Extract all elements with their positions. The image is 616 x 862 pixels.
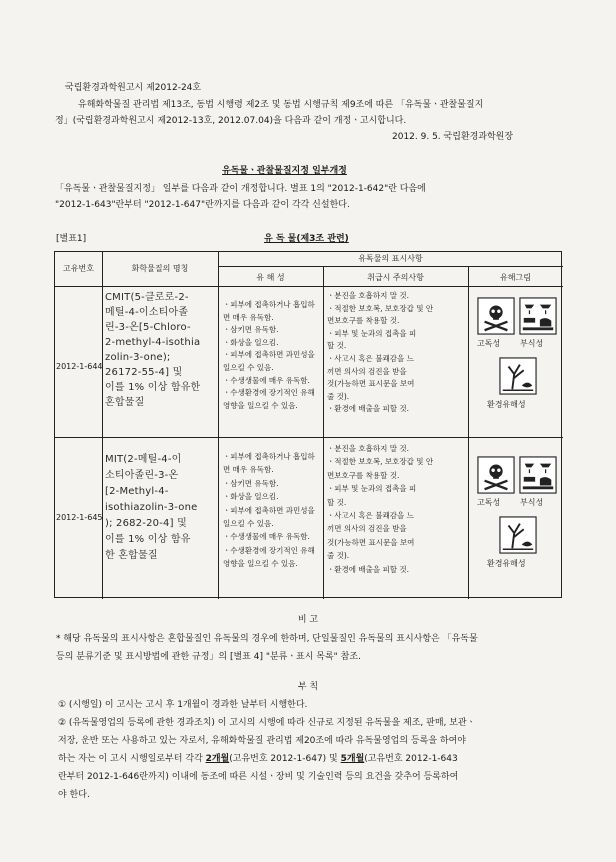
supplementary-heading: 부 칙 [297, 682, 319, 692]
corrosion-icon [519, 297, 557, 335]
header-name: 화학물질의 명칭 [131, 264, 189, 273]
pictogram-label-toxic: 고독성 [477, 498, 501, 507]
row-hazard: ㆍ피부에 접촉하거나 흡입하 면 매우 유독함. ㆍ삼키면 유독함. ㆍ화상을 일으킴. ㆍ피부에 접촉하면 과민성을 일으킬 수 있음. ㆍ수생생물에 매우 유독함. ㆍ수생환경에 장기적인 유해 영향을 일으킬 수 있음. [223, 452, 315, 569]
environment-hazard-icon [499, 357, 537, 395]
table-row [55, 287, 563, 437]
supplementary-item1: ① (시행일) 이 고시는 고시 후 1개월이 경과한 날부터 시행한다. [58, 700, 308, 710]
period-5-months: 5개월 [340, 754, 365, 764]
row-id: 2012-1-645 [56, 513, 103, 522]
supplementary-item2-line5: 야 한다. [58, 790, 90, 800]
notice-body-line2: 정」(국립환경과학원고시 제2012-13호, 2012.07.04)을 다음과 같이 개정ㆍ고시합니다. [55, 116, 407, 126]
header-caution: 취급시 주의사항 [367, 273, 424, 282]
supplementary-item2-line3: 하는 자는 이 고시 시행일로부터 각각 2개월(고유번호 2012-1-647) 및 5개월(고유번호 2012-1-643 [58, 754, 458, 764]
header-hazard: 유 해 성 [256, 273, 285, 282]
environment-hazard-icon [499, 516, 537, 554]
notice-body-line1: 유해화학물질 관리법 제13조, 동법 시행령 제2조 및 동법 시행규칙 제9조에 따른 「유독물ㆍ관찰물질지 [78, 100, 484, 110]
supplementary-item2-line2: 저장, 운반 또는 사용하고 있는 자로서, 유해화학물질 관리법 제20조에 따라 유독물영업의 등록을 하여야 [58, 736, 466, 746]
supplementary-item2-line1: ② (유독물영업의 등록에 관한 경과조치) 이 고시의 시행에 따라 신규로 지정된 유독물을 제조, 판매, 보관ㆍ [58, 718, 476, 728]
toxic-substance-table [54, 251, 562, 598]
notice-date: 2012. 9. 5. 국립환경과학원장 [392, 132, 514, 142]
remarks-line1: * 해당 유독물의 표시사항은 혼합물질인 유독물의 경우에 한하며, 단일물질인 유독물의 표시사항은 「유독물 [56, 634, 478, 644]
pictogram-label-corrosive: 부식성 [520, 339, 544, 348]
revision-line1: 「유독물ㆍ관찰물질지정」 일부를 다음과 같이 개정합니다. 별표 1의 "2012-1-642"란 다음에 [55, 184, 426, 194]
row-caution: ㆍ분진을 호흡하지 말 것. ㆍ적절한 보호복, 보호장갑 및 안 면보호구를 착용할 것. ㆍ피부 및 눈과의 접촉을 피 할 것. ㆍ사고시 혹은 불쾌감을 느 끼면 의사의 검진을 받을 것(가능하면 표시문을 보여 줄 것). ㆍ환경에 배출을 피할 것. [327, 444, 434, 574]
row-chemical-name: CMIT(5-클로로-2- 메틸-4-이소티아졸 린-3-온[5-Chloro- 2-methyl-4-isothia zolin-3-one); 26172-55-4] 및 이를 1% 이상 함유한 혼합물질 [105, 292, 201, 408]
row-hazard: ㆍ피부에 접촉하거나 흡입하 면 매우 유독함. ㆍ삼키면 유독함. ㆍ화상을 일으킴. ㆍ피부에 접촉하면 과민성을 일으킬 수 있음. ㆍ수생생물에 매우 유독함. ㆍ수생환경에 장기적인 유해 영향을 일으킬 수 있음. [223, 300, 315, 410]
supplementary-item2-line4: 란부터 2012-1-646란까지) 이내에 동조에 따른 시설ㆍ장비 및 기술인력 등의 요건을 갖추어 등록하여 [58, 772, 459, 782]
period-2-months: 2개월 [205, 754, 230, 764]
row-caution: ㆍ분진을 호흡하지 말 것. ㆍ적절한 보호복, 보호장갑 및 안 면보호구를 착용할 것. ㆍ피부 및 눈과의 접촉을 피 할 것. ㆍ사고시 혹은 불쾌감을 느 끼면 의사의 검진을 받을 것(가능하면 표시문을 보여 줄 것). ㆍ환경에 배출을 피할 것. [327, 291, 434, 414]
revision-heading: 유독물ㆍ관찰물질지정 일부개정 [222, 166, 347, 176]
revision-line2: "2012-1-643"란부터 "2012-1-647"란까지를 다음과 같이 각각 신설한다. [55, 200, 350, 210]
corrosion-icon [519, 456, 557, 494]
header-pictogram: 유해그림 [500, 273, 531, 282]
table-caption: 유 독 물(제3조 관련) [264, 234, 349, 244]
row-chemical-name: MIT(2-메틸-4-이 소티아졸린-3-온 [2-Methyl-4- isothiazolin-3-one ); 2682-20-4] 및 이를 1% 이상 함유 한 혼합물질 [105, 454, 198, 561]
skull-crossbones-icon [477, 456, 515, 494]
notice-title: 국립환경과학원고시 제2012-24호 [65, 83, 202, 93]
table-row [55, 438, 563, 598]
remarks-heading: 비 고 [297, 615, 319, 625]
header-group: 유독물의 표시사항 [358, 254, 423, 263]
pictogram-label-corrosive: 부식성 [520, 498, 544, 507]
pictogram-label-environment: 환경유해성 [487, 559, 526, 568]
header-id: 고유번호 [63, 264, 94, 273]
pictogram-label-toxic: 고독성 [477, 339, 501, 348]
row-id: 2012-1-644 [56, 362, 103, 371]
skull-crossbones-icon [477, 297, 515, 335]
pictogram-label-environment: 환경유해성 [487, 400, 526, 409]
remarks-line2: 등의 분류기준 및 표시방법에 관한 규정」의 [별표 4] "분류ㆍ표시 목록" 참조. [56, 652, 361, 662]
annex-label: [별표1] [56, 234, 87, 244]
